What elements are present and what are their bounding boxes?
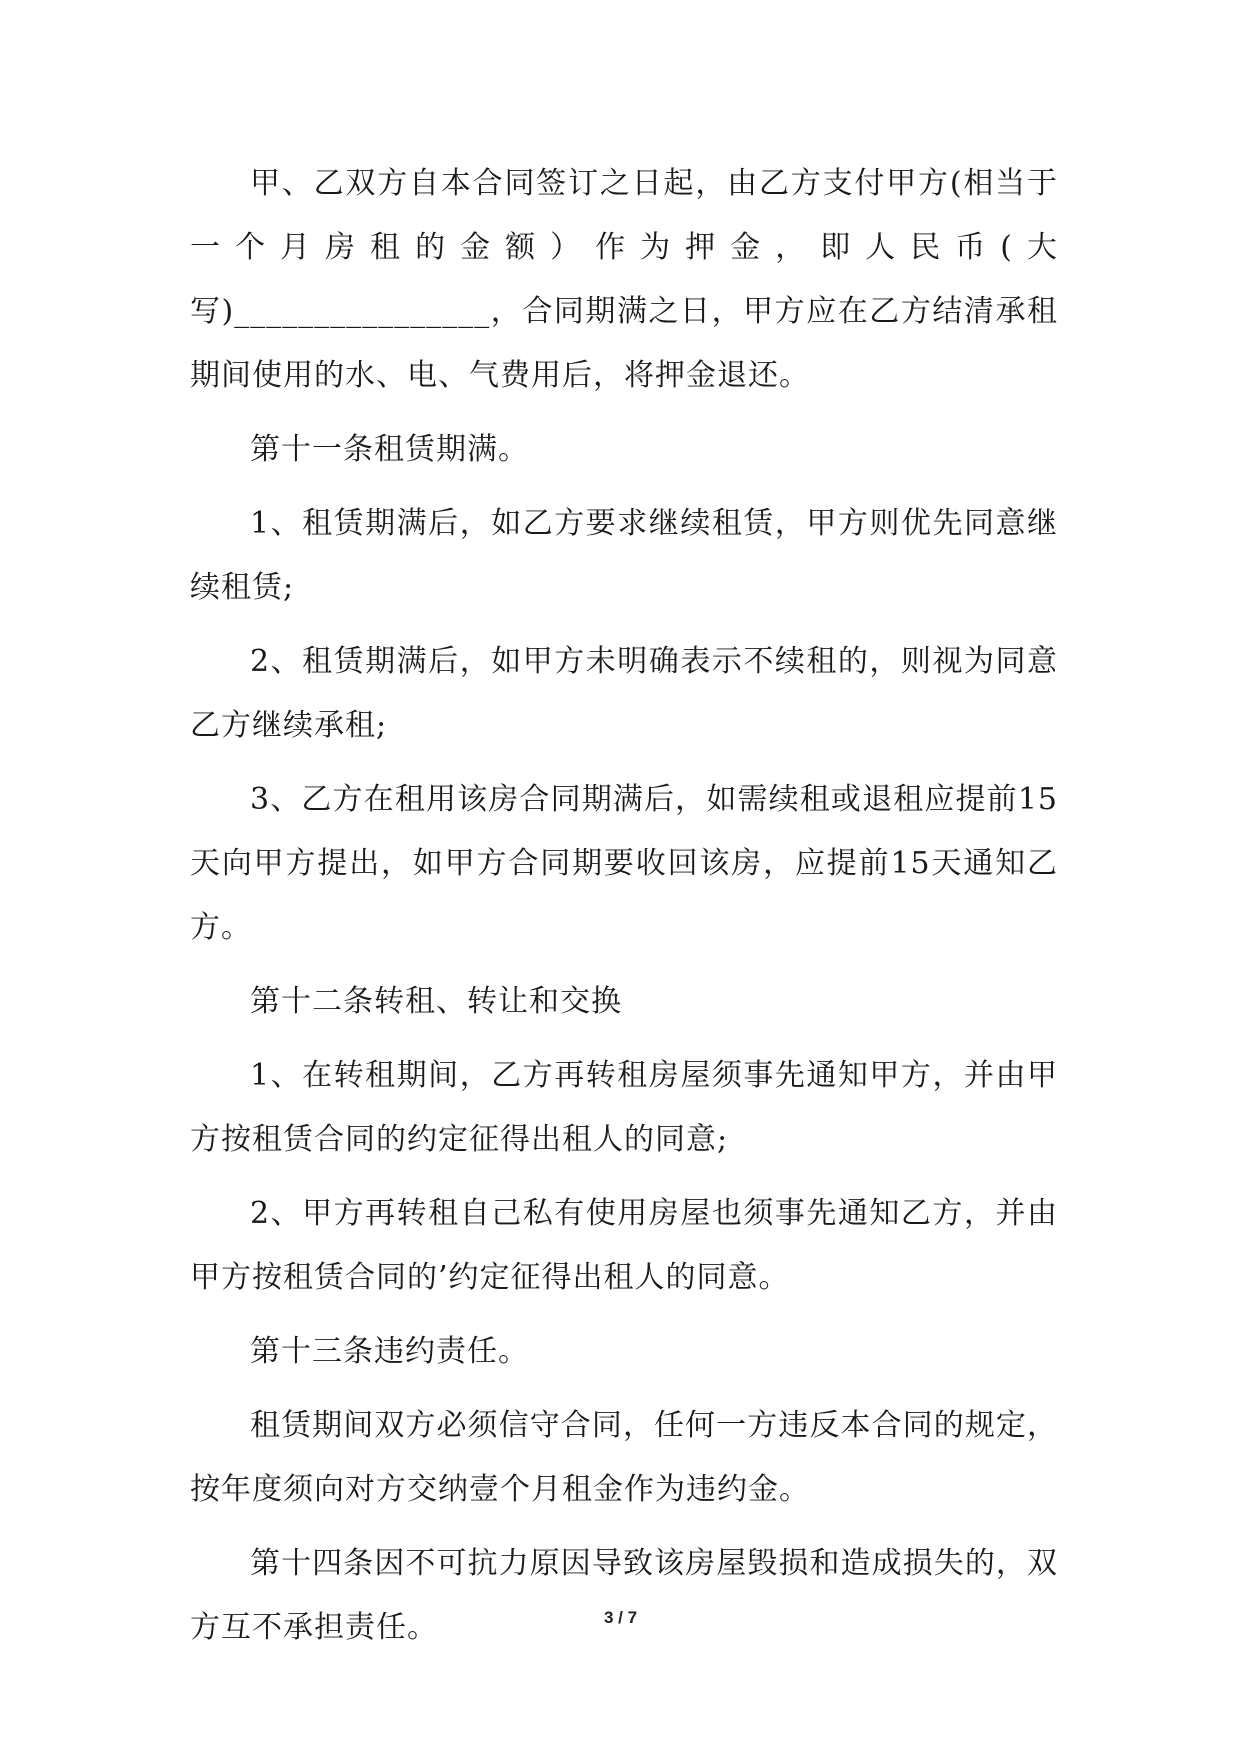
article-12-heading: 第十二条转租、转让和交换 bbox=[250, 984, 622, 1019]
page-number: 3 / 7 bbox=[603, 1608, 638, 1627]
article-12-item-1: 1、在转租期间，乙方再转租房屋须事先通知甲方，并由甲方按租赁合同的约定征得出租人的同意; bbox=[190, 1058, 1058, 1157]
article-11-item-2: 2、租赁期满后，如甲方未明确表示不续租的，则视为同意乙方继续承租; bbox=[190, 644, 1058, 743]
document-body bbox=[190, 152, 1058, 1660]
article-13-heading: 第十三条违约责任。 bbox=[250, 1334, 529, 1369]
article-12-item-2: 2、甲方再转租自己私有使用房屋也须事先通知乙方，并由甲方按租赁合同的’约定征得出租人的同意。 bbox=[190, 1196, 1058, 1295]
article-14-body: 第十四条因不可抗力原因导致该房屋毁损和造成损失的，双方互不承担责任。 bbox=[190, 1546, 1058, 1645]
article-11-item-3: 3、乙方在租用该房合同期满后，如需续租或退租应提前15天向甲方提出，如甲方合同期要收回该房，应提前15天通知乙方。 bbox=[190, 782, 1058, 945]
article-11-item-1: 1、租赁期满后，如乙方要求继续租赁，甲方则优先同意继续租赁; bbox=[190, 506, 1058, 605]
paragraph-deposit: 甲、乙双方自本合同签订之日起，由乙方支付甲方(相当于一个月房租的金额）作为押金，即人民币(大写)________________，合同期满之日，甲方应在乙方结清承租期间使用的水、电、气费用后，将押金退还。 bbox=[190, 166, 1058, 393]
article-13-body: 租赁期间双方必须信守合同，任何一方违反本合同的规定，按年度须向对方交纳壹个月租金作为违约金。 bbox=[190, 1408, 1058, 1507]
article-11-heading: 第十一条租赁期满。 bbox=[250, 432, 529, 467]
